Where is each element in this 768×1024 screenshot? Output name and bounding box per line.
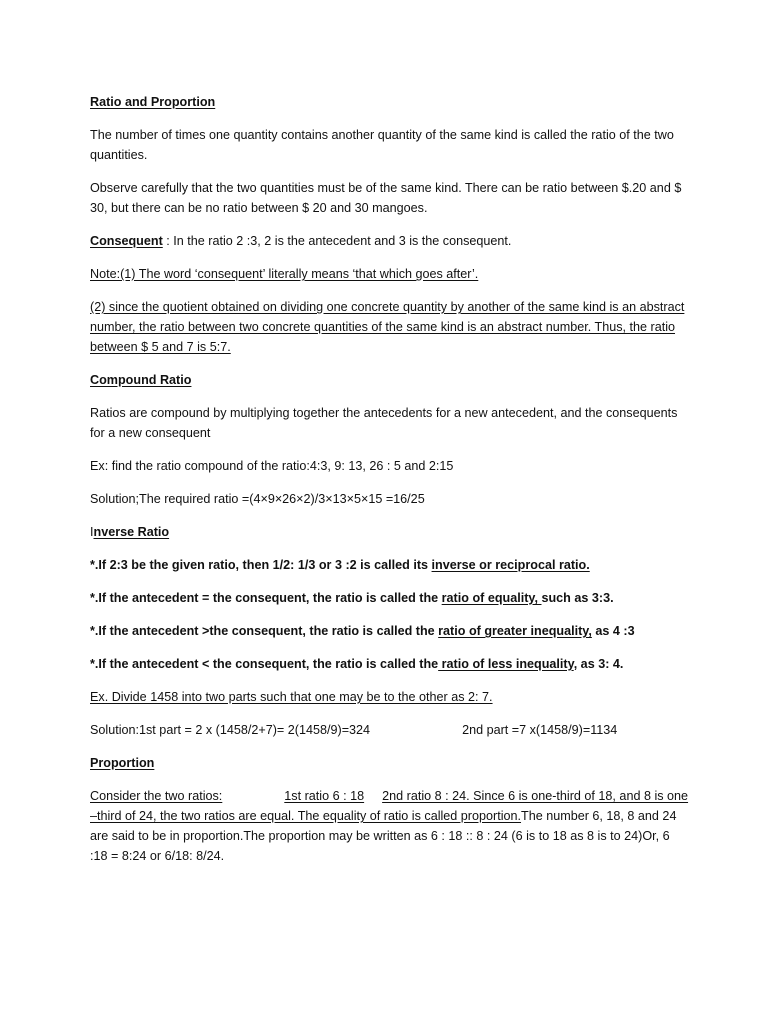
ratio-definition: The number of times one quantity contains another quantity of the same kind is called the ratio of the two quantities.	[90, 128, 674, 162]
inverse-rule-4-term: ratio of less inequality	[438, 657, 574, 671]
inverse-rule-4-text: *.If the antecedent < the consequent, the ratio is called the	[90, 657, 439, 671]
doc-title: Ratio and Proportion	[90, 95, 216, 109]
inverse-rule-1-term: inverse or reciprocal ratio.	[431, 558, 590, 572]
divide-solution	[90, 720, 690, 740]
inverse-rule-2-term: ratio of equality,	[441, 591, 542, 605]
inverse-rule-2	[90, 588, 690, 608]
note-2: (2) since the quotient obtained on dividing one concrete quantity by another of the same kind is an abstract number, the ratio between two concrete quantities of the same kind is an abstract number. Thus, the ratio between $ 5 and 7 is 5:7.	[90, 300, 685, 354]
consequent-paragraph	[90, 231, 690, 251]
inverse-rule-3-text: *.If the antecedent >the consequent, the ratio is called the	[90, 624, 439, 638]
compound-ratio-solution: Solution;The required ratio =(4×9×26×2)/3×13×5×15 =16/25	[90, 492, 425, 506]
proportion-conclusion: The number 6, 18, 8 and 24 are said to be in proportion.The proportion may be written as 6 : 18 :: 8 : 24 (6 is to 18 as 8 is to 24)Or, 6 :18 = 8:24 or 6/18: 8/24.	[90, 809, 677, 863]
compound-ratio-example: Ex: find the ratio compound of the ratio:4:3, 9: 13, 26 : 5 and 2:15	[90, 459, 454, 473]
proportion-second-ratio: 2nd ratio 8 : 24. Since 6 is one-third of 18, and 8 is one –third of 24, the two ratios are equal. The equality of ratio is called proportion.	[90, 789, 689, 823]
note-1: Note:(1) The word ‘consequent’ literally means ‘that which goes after’.	[90, 267, 479, 281]
divide-example: Ex. Divide 1458 into two parts such that one may be to the other as 2: 7.	[90, 690, 493, 704]
inverse-heading-rest: nverse Ratio	[93, 525, 170, 539]
inverse-rule-1	[90, 555, 690, 575]
inverse-rule-2-tail: such as 3:3.	[541, 591, 614, 605]
compound-ratio-definition: Ratios are compound by multiplying together the antecedents for a new antecedent, and the consequents for a new consequent	[90, 406, 678, 440]
inverse-rule-4	[90, 654, 690, 674]
proportion-heading: Proportion	[90, 756, 155, 770]
inverse-rule-3-term: ratio of greater inequality,	[438, 624, 592, 638]
inverse-rule-4-tail: , as 3: 4.	[573, 657, 624, 671]
compound-ratio-heading: Compound Ratio	[90, 373, 192, 387]
inverse-rule-3	[90, 621, 690, 641]
inverse-ratio-heading	[90, 522, 690, 542]
document-page	[90, 92, 690, 879]
proportion-first-ratio: 1st ratio 6 : 18	[284, 789, 365, 803]
inverse-rule-1-text: *.If 2:3 be the given ratio, then 1/2: 1/3 or 3 :2 is called its	[90, 558, 432, 572]
consequent-label: Consequent	[90, 234, 163, 248]
solution-part-1: Solution:1st part = 2 x (1458/2+7)= 2(1458/9)=324	[90, 723, 371, 737]
consequent-text: : In the ratio 2 :3, 2 is the antecedent and 3 is the consequent.	[162, 234, 512, 248]
inverse-rule-2-text: *.If the antecedent = the consequent, the ratio is called the	[90, 591, 442, 605]
inverse-heading-initial: I	[90, 525, 94, 539]
proportion-intro-label: Consider the two ratios:	[90, 789, 223, 803]
same-kind-paragraph: Observe carefully that the two quantities must be of the same kind. There can be ratio between $.20 and $ 30, but there can be no ratio between $ 20 and 30 mangoes.	[90, 181, 682, 215]
proportion-paragraph	[90, 786, 690, 866]
solution-part-2: 2nd part =7 x(1458/9)=1134	[462, 723, 618, 737]
inverse-rule-3-tail: as 4 :3	[591, 624, 635, 638]
